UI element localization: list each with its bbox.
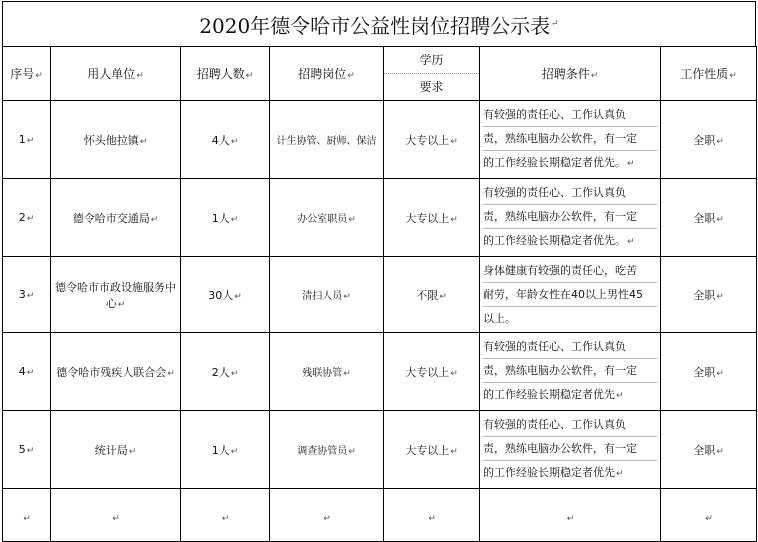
- condition-line: 责，熟练电脑办公软件，有一定: [483, 359, 657, 383]
- condition-line: 责，熟练电脑办公软件，有一定: [483, 437, 657, 461]
- table-row: [3, 101, 757, 179]
- table-row: [3, 411, 757, 489]
- header-row: [3, 47, 757, 101]
- condition-line: 有较强的责任心、工作认真负: [483, 181, 657, 205]
- header-unit: 用人单位↵: [51, 47, 181, 101]
- cell-count: 1人↵: [181, 411, 270, 489]
- empty-cell: ↵: [3, 489, 51, 542]
- cell-count: 30人↵: [181, 257, 270, 333]
- cell-seq: 3↵: [3, 257, 51, 333]
- empty-cell: ↵: [480, 489, 661, 542]
- recruitment-table: [2, 46, 757, 542]
- cell-unit: 德令哈市交通局↵: [51, 179, 181, 257]
- condition-line: 身体健康有较强的责任心，吃苦: [483, 259, 657, 283]
- condition-line: 的工作经验长期稳定者优先↵: [483, 466, 624, 479]
- empty-row: [3, 489, 757, 542]
- header-count: 招聘人数↵: [181, 47, 270, 101]
- cell-seq: 2↵: [3, 179, 51, 257]
- header-conditions: 招聘条件↵: [480, 47, 661, 101]
- condition-line: 的工作经验长期稳定者优先。↵: [483, 156, 635, 169]
- condition-line: 耐劳，年龄女性在40以上男性45: [483, 283, 657, 307]
- empty-cell: ↵: [51, 489, 181, 542]
- cell-conditions: [480, 411, 661, 489]
- cell-position: 计生协管、厨师、保洁: [270, 101, 384, 179]
- condition-line: 以上。: [483, 312, 516, 325]
- header-seq: 序号↵: [3, 47, 51, 101]
- cell-nature: 全职↵: [661, 257, 757, 333]
- header-nature: 工作性质↵: [661, 47, 757, 101]
- cell-nature: 全职↵: [661, 101, 757, 179]
- header-position: 招聘岗位↵: [270, 47, 384, 101]
- table-row: [3, 179, 757, 257]
- cell-conditions: [480, 101, 661, 179]
- table-title-text: 2020年德令哈市公益性岗位招聘公示表: [199, 13, 551, 38]
- cell-conditions: [480, 179, 661, 257]
- empty-cell: ↵: [661, 489, 757, 542]
- condition-line: 有较强的责任心、工作认真负: [483, 103, 657, 127]
- cell-education: 不限↵: [384, 257, 480, 333]
- cell-seq: 5↵: [3, 411, 51, 489]
- paragraph-mark: ↵: [551, 19, 559, 29]
- header-education: [384, 47, 480, 101]
- cell-nature: 全职↵: [661, 333, 757, 411]
- condition-line: 有较强的责任心、工作认真负: [483, 413, 657, 437]
- cell-nature: 全职↵: [661, 411, 757, 489]
- cell-unit: 德令哈市残疾人联合会↵: [51, 333, 181, 411]
- cell-position: 清扫人员↵: [270, 257, 384, 333]
- cell-nature: 全职↵: [661, 179, 757, 257]
- table-row: [3, 257, 757, 333]
- cell-unit: 统计局↵: [51, 411, 181, 489]
- empty-cell: ↵: [270, 489, 384, 542]
- cell-count: 4人↵: [181, 101, 270, 179]
- cell-position: 办公室职员↵: [270, 179, 384, 257]
- cell-position: 调查协管员↵: [270, 411, 384, 489]
- cell-conditions: [480, 257, 661, 333]
- cell-position: 残联协管↵: [270, 333, 384, 411]
- empty-cell: ↵: [181, 489, 270, 542]
- cell-seq: 4↵: [3, 333, 51, 411]
- condition-line: 责，熟练电脑办公软件，有一定: [483, 127, 657, 151]
- header-education-line1: 学历: [384, 47, 479, 74]
- condition-line: 责，熟练电脑办公软件，有一定: [483, 205, 657, 229]
- empty-cell: ↵: [384, 489, 480, 542]
- cell-unit: 德令哈市市政设施服务中心↵: [51, 257, 181, 333]
- cell-conditions: [480, 333, 661, 411]
- header-education-line2: 要求: [419, 80, 444, 94]
- table-title: [2, 1, 756, 47]
- cell-count: 1人↵: [181, 179, 270, 257]
- table-row: [3, 333, 757, 411]
- cell-unit: 怀头他拉镇↵: [51, 101, 181, 179]
- cell-seq: 1↵: [3, 101, 51, 179]
- cell-count: 2人↵: [181, 333, 270, 411]
- condition-line: 的工作经验长期稳定者优先。↵: [483, 234, 635, 247]
- cell-education: 大专以上↵: [384, 101, 480, 179]
- cell-education: 大专以上↵: [384, 411, 480, 489]
- cell-education: 大专以上↵: [384, 179, 480, 257]
- cell-education: 大专以上↵: [384, 333, 480, 411]
- condition-line: 有较强的责任心、工作认真负: [483, 335, 657, 359]
- condition-line: 的工作经验长期稳定者优先↵: [483, 388, 624, 401]
